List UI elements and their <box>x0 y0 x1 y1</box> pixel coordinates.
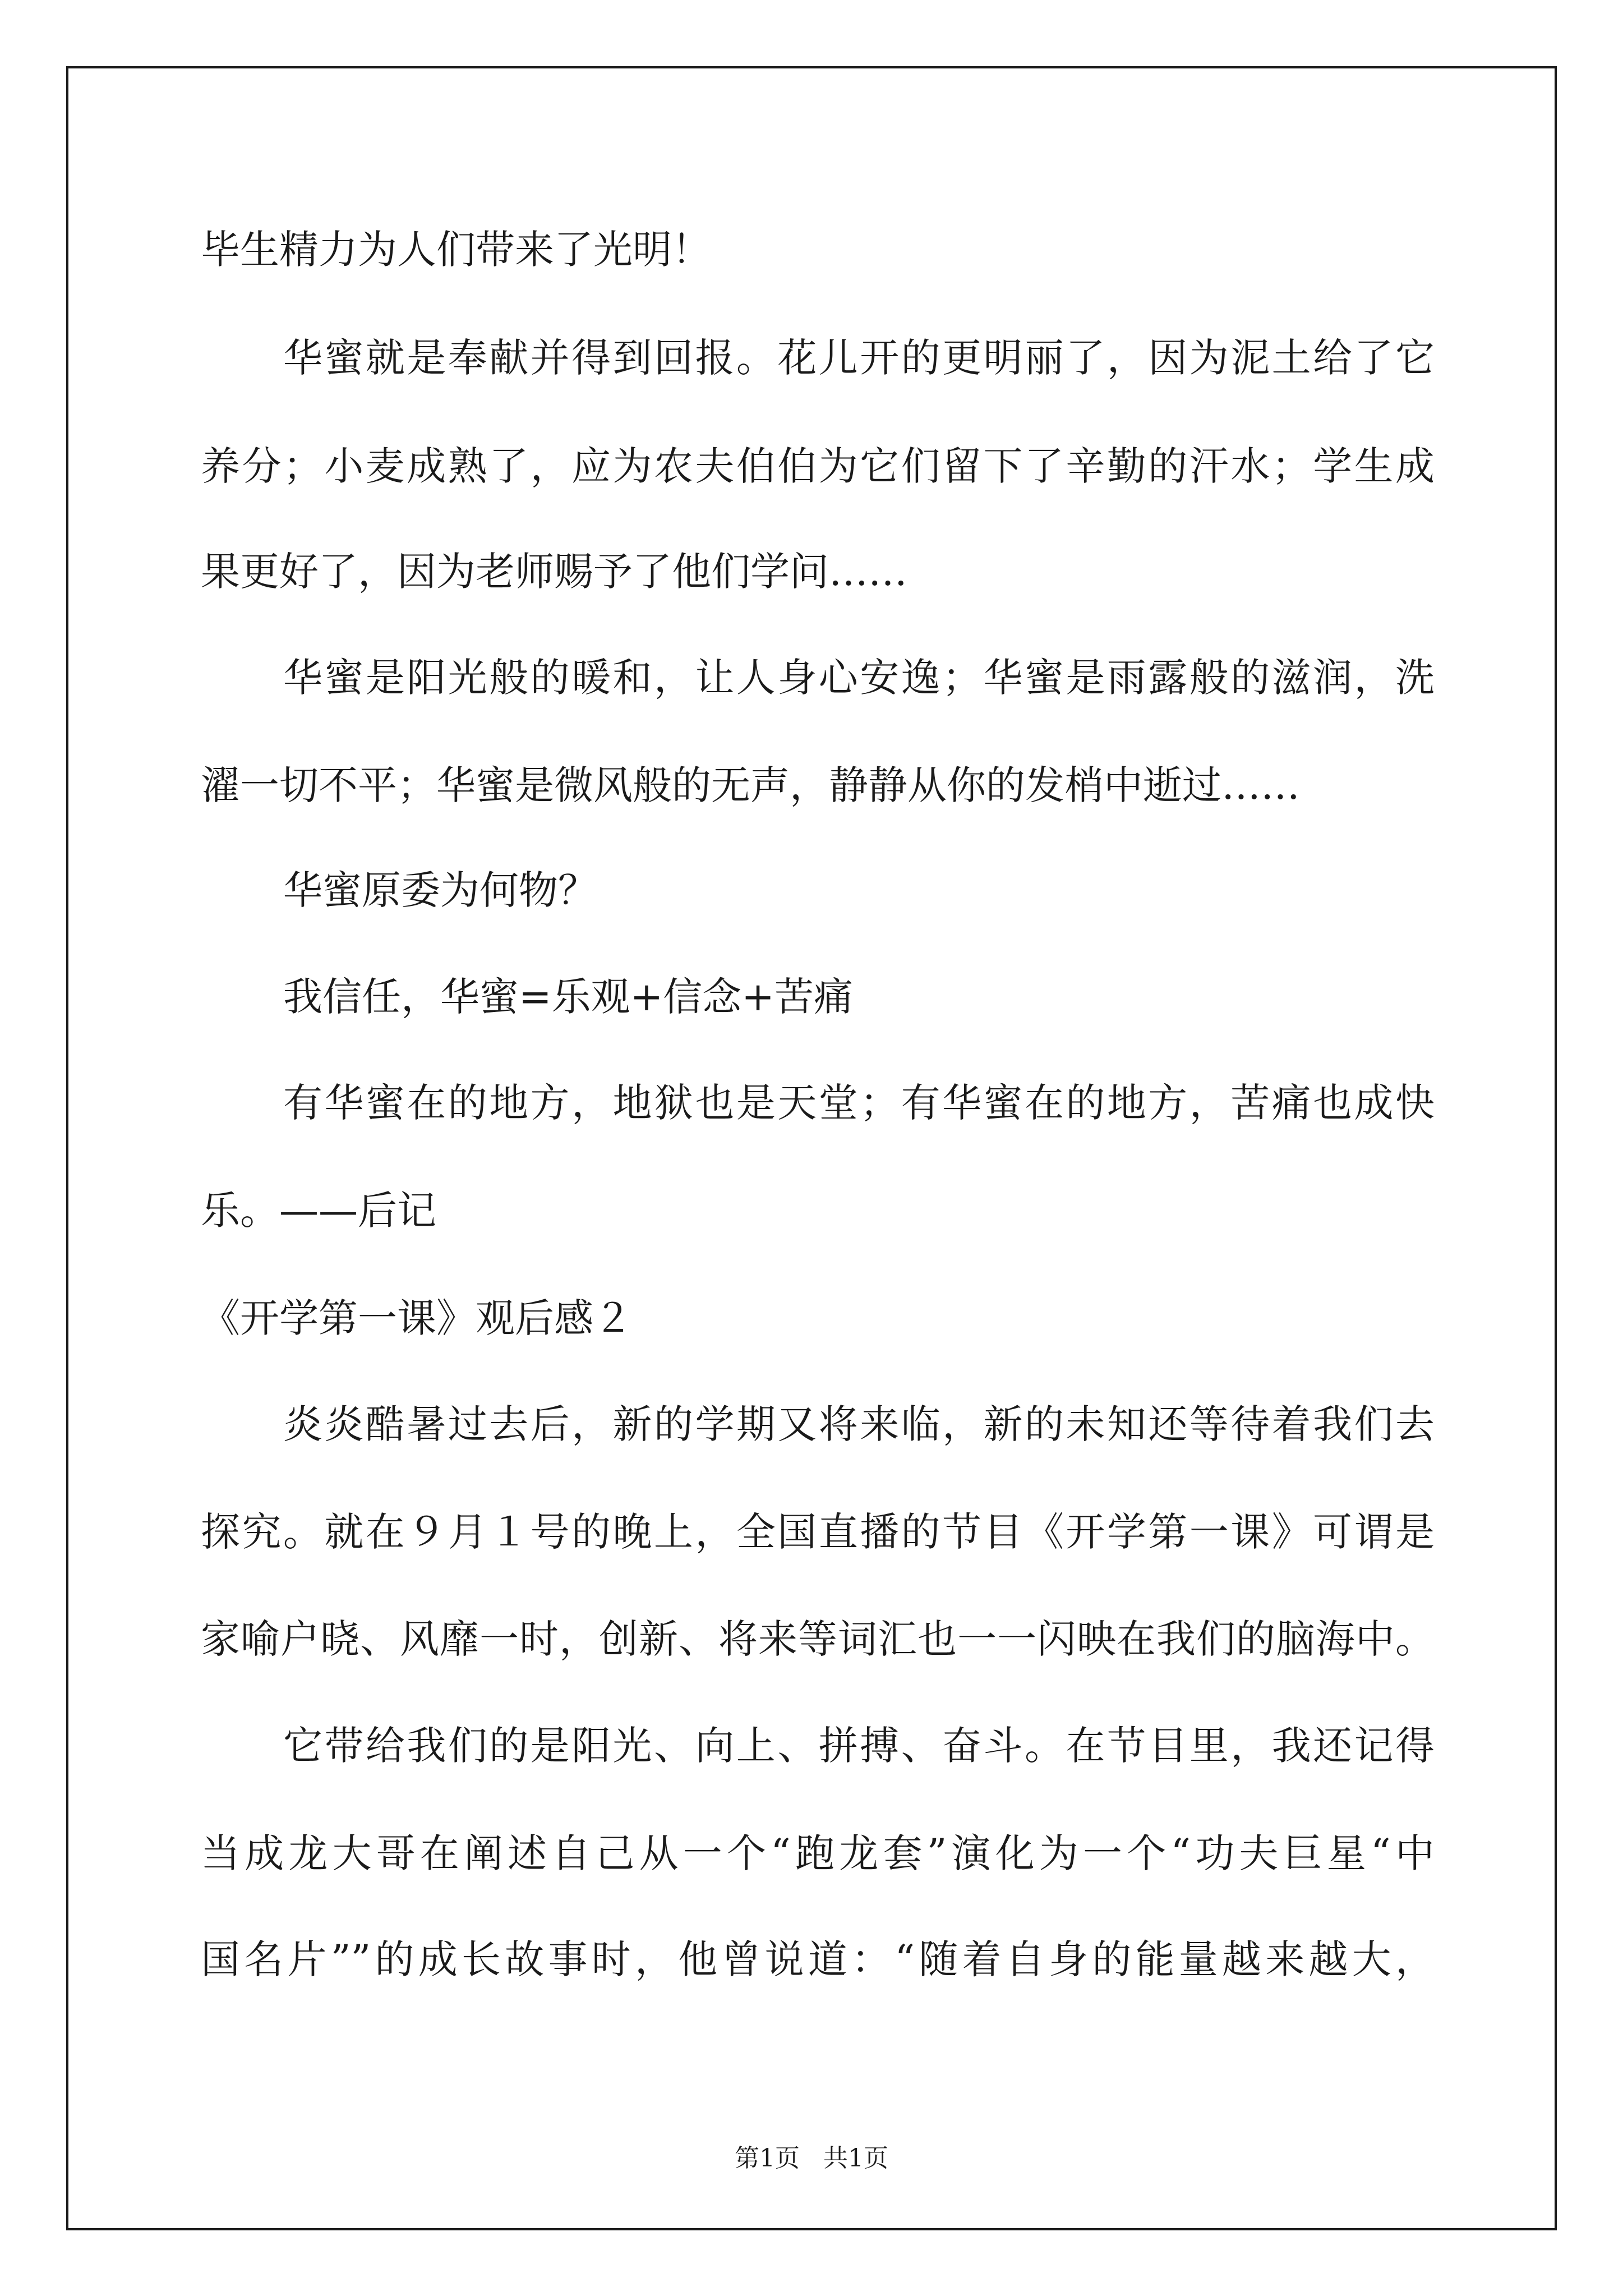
text-line-3: 养分；小麦成熟了，应为农夫伯伯为它们留下了辛勤的汗水；学生成 <box>201 443 1435 489</box>
text-line-14: 家喻户晓、风靡一时，创新、将来等词汇也一一闪映在我们的脑海中。 <box>201 1616 1435 1662</box>
text-line-12: 炎炎酷暑过去后，新的学期又将来临，新的未知还等待着我们去 <box>283 1401 1435 1447</box>
text-line-9: 有华蜜在的地方，地狱也是天堂；有华蜜在的地方，苦痛也成快 <box>283 1080 1435 1126</box>
text-line-17: 国名片””的成长故事时，他曾说道：“随着自身的能量越来越大， <box>201 1936 1435 1982</box>
text-line-2: 华蜜就是奉献并得到回报。花儿开的更明丽了，因为泥土给了它 <box>283 335 1435 381</box>
section-heading: 《开学第一课》观后感２ <box>201 1295 633 1341</box>
page-border <box>66 66 1557 2230</box>
text-line-6: 濯一切不平；华蜜是微风般的无声，静静从你的发梢中逝过…… <box>201 762 1300 808</box>
text-line-5: 华蜜是阳光般的暖和，让人身心安逸；华蜜是雨露般的滋润，洗 <box>283 655 1435 701</box>
text-line-8: 我信任，华蜜=乐观+信念+苦痛 <box>283 974 853 1020</box>
page-footer: 第1页 共1页 <box>735 2144 888 2173</box>
text-line-10: 乐。——后记 <box>201 1188 436 1234</box>
text-line-4: 果更好了，因为老师赐予了他们学问…… <box>201 549 907 595</box>
text-line-13: 探究。就在９月１号的晚上，全国直播的节目《开学第一课》可谓是 <box>201 1509 1435 1555</box>
text-line-16: 当成龙大哥在阐述自己从一个“跑龙套”演化为一个“功夫巨星“中 <box>201 1830 1435 1876</box>
text-line-1: 毕生精力为人们带来了光明！ <box>201 227 711 273</box>
text-line-15: 它带给我们的是阳光、向上、拼搏、奋斗。在节目里，我还记得 <box>283 1723 1435 1769</box>
text-line-7: 华蜜原委为何物？ <box>283 867 597 913</box>
